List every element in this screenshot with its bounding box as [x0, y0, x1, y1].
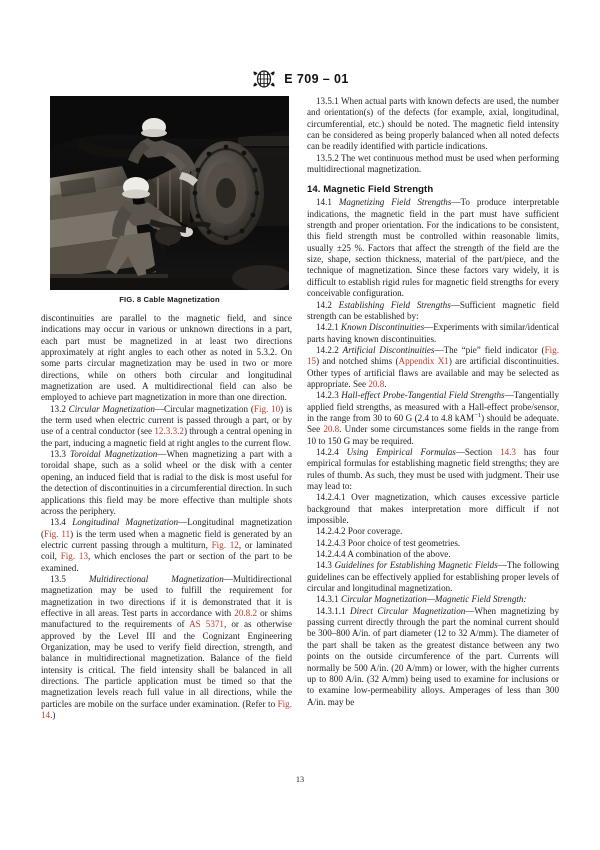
astm-globe-logo-icon — [251, 69, 277, 89]
paragraph-sec-14-2-4: 14.2.4 Using Empirical Formulas—Section 14.3 has four empirical formulas for establishing magnetic field strengths; they are rules of thumb. As such, they must be used with judgment. Their use may lead to: — [307, 446, 559, 491]
paragraph-sec-14-1: 14.1 Magnetizing Field Strengths—To produce interpretable indications, the magnetic field in the part must have sufficient strength and proper orientation. For the indications to be consistent, this field strength must be controlled within reasonable limits, usually ±25 %. Factors that affect the strength of the field are the size, shape, section thickness, material of the part/piece, and the technique of magnetization. Since these factors vary widely, it is difficult to establish rigid rules for magnetic field strengths for every conceivable configuration. — [307, 197, 559, 299]
cross-reference-link[interactable]: Fig. 15 — [307, 344, 559, 367]
paragraph-sec-14-3: 14.3 Guidelines for Establishing Magnetic Fields—The following guidelines can be effectively applied for establishing proper levels of circular and longitudinal magnetization. — [307, 560, 559, 594]
cross-reference-link[interactable]: Fig. 10 — [253, 403, 281, 414]
cable-magnetization-photo — [50, 96, 289, 290]
paragraph-sec-13-5: 13.5 Multidirectional Magnetization—Multidirectional magnetization may be used to fulfill the requirement for magnetization in two directions if it is demonstrated that it is effective in all areas. Test parts in accordance with 20.8.2 or shims manufactured to the requirements of AS 5371, or as otherwise approved by the Level III and the Cognizant Engineering Organization, may be used to verify field direction, strength, and balance in multidirectional magnetization. Balance of the field intensity is critical. The field intensity shall be balanced in all directions. The particle application must be timed so that the magnetization levels reach full value in all directions, while the particles are mobile on the surface under examination. (Refer to Fig. 14.) — [41, 573, 292, 721]
heading-sec-14-head: 14. Magnetic Field Strength — [307, 184, 434, 196]
paragraph-sec-13-2: 13.2 Circular Magnetization—Circular magnetization (Fig. 10) is the term used when electric current is passed through a part, or by use of a central conductor (see 12.3.3.2) through a central opening in the part, inducing a magnetic field at right angles to the current flow. — [41, 403, 292, 448]
paragraph-sec-14-2-1: 14.2.1 Known Discontinuities—Experiments with similar/identical parts having known discontinuities. — [307, 322, 559, 344]
paragraph-sec-14-2-2: 14.2.2 Artificial Discontinuities—The “pie” field indicator (Fig. 15) and notched shims (Appendix X1) are artificial discontinuities. Other types of artificial flaws are available and may be selected as appropriate. See 20.8. — [307, 344, 559, 389]
paragraph-sec-14-2: 14.2 Establishing Field Strengths—Sufficient magnetic field strength can be established by: — [307, 299, 559, 321]
cross-reference-link[interactable]: 20.8.2 — [234, 607, 257, 618]
page-number: 13 — [295, 775, 305, 784]
cross-reference-link[interactable]: AS 5371 — [189, 619, 224, 630]
paragraph-sec-13-5-2: 13.5.2 The wet continuous method must be used when performing multidirectional magnetization. — [307, 152, 559, 175]
paragraph-continued-13-1: discontinuities are parallel to the magnetic field, and since indications may occur in various or unknown directions in a part, each part must be magnetized in at least two directions approximately at right angles to each other as noted in 5.3.2. On some parts circular magnetization may be used in two or more directions, while on others both circular and longitudinal magnetization are used. A multidirectional field can also be employed to achieve part magnetization in more than one direction. — [41, 313, 292, 403]
cross-reference-link[interactable]: 14.3 — [500, 446, 516, 457]
standard-designation: E 709 – 01 — [284, 72, 349, 86]
right-column — [307, 96, 559, 708]
paragraph-sec-14-3-1: 14.3.1 Circular Magnetization—Magnetic Field Strength: — [316, 594, 527, 605]
cross-reference-link[interactable]: Appendix X1 — [398, 356, 449, 367]
paragraph-sec-13-4: 13.4 Longitudinal Magnetization—Longitudinal magnetization (Fig. 11) is the term used when a magnetic field is generated by an electric current passing through a multiturn, Fig. 12, or laminated coil, Fig. 13, which encloses the part or section of the part to be examined. — [41, 517, 293, 573]
cross-reference-link[interactable]: Fig. 11 — [44, 528, 71, 539]
cross-reference-link[interactable]: Fig. 13 — [60, 551, 88, 562]
left-column-body — [41, 304, 292, 721]
left-column — [41, 96, 292, 721]
right-column-body — [307, 96, 559, 708]
page-header — [0, 66, 600, 92]
paragraph-sec-14-2-4-3: 14.2.4.3 Poor choice of test geometries. — [316, 537, 461, 548]
paragraph-sec-14-2-3: 14.2.3 Hall-effect Probe-Tangential Field Strengths—Tangentially applied field strengths, as measured with a Hall-effect probe/sensor, in the range from 30 to 60 G (2.4 to 4.8 kAM$^{-1}$) should be adequate. See 20.8. Under some circumstances some fields in the range from 10 to 150 G may be required. — [307, 390, 559, 446]
cross-reference-link[interactable]: 12.3.3.2 — [154, 426, 184, 437]
cross-reference-link[interactable]: Fig. 12 — [211, 539, 239, 550]
figure-caption: FIG. 8 Cable Magnetization — [119, 295, 220, 304]
paragraph-sec-14-3-1-1: 14.3.1.1 Direct Circular Magnetization—When magnetizing by passing current directly through the part the nominal current should be 300–800 A/in. of part diameter (12 to 32 A/mm). The diameter of the part shall be taken as the greatest distance between any two points on the outside circumference of the part. Currents will normally be 500 A/in. (20 A/mm) or lower, with the higher currents up to 800 A/in. (32 A/mm) being used to examine for inclusions or to examine low-permeability alloys. Amperages of less than 300 A/in. may be — [307, 605, 560, 707]
cross-reference-link[interactable]: 20.8 — [368, 378, 385, 389]
paragraph-sec-14-2-4-1: 14.2.4.1 Over magnetization, which causes excessive particle background that makes interpretation more difficult if not impossible. — [307, 492, 559, 526]
figure-8 — [50, 96, 289, 304]
paragraph-sec-13-3: 13.3 Toroidal Magnetization—When magnetizing a part with a toroidal shape, such as a solid wheel or the disk with a center opening, an induced field that is radial to the disk is most useful for the detection of discontinuities in a circumferential direction. In such applications this field may be more effective than multiple shots across the periphery. — [41, 449, 293, 516]
paragraph-sec-13-5-1: 13.5.1 When actual parts with known defects are used, the number and orientation(s) of the defects (for example, axial, longitudinal, circumferential, etc.) should be noted. The magnetic field intensity can be considered as being properly balanced when all noted defects can be readily identified with particle indications. — [307, 96, 559, 152]
paragraph-sec-14-2-4-4: 14.2.4.4 A combination of the above. — [316, 549, 451, 560]
cross-reference-link[interactable]: Fig. 14 — [41, 698, 292, 721]
paragraph-sec-14-2-4-2: 14.2.4.2 Poor coverage. — [316, 526, 403, 537]
cross-reference-link[interactable]: 20.8 — [323, 424, 340, 435]
